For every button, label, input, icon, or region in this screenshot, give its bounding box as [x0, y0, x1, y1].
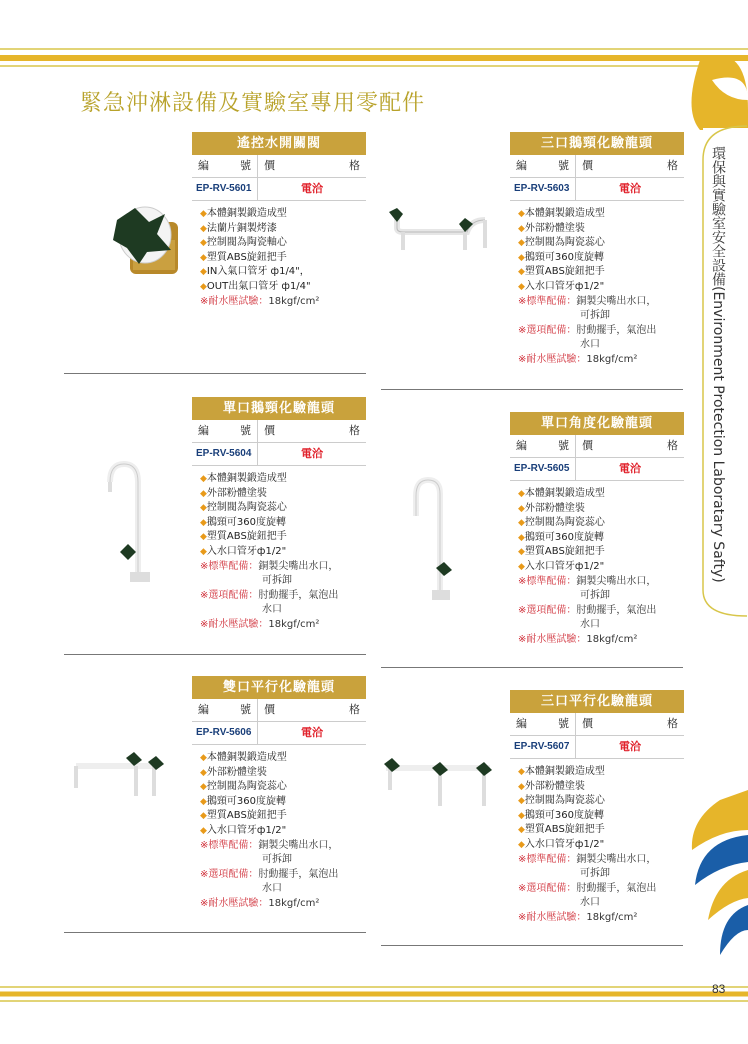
feature-text: 鵝頸可360度旋轉: [206, 516, 287, 528]
feature-item: [200, 222, 366, 237]
note-item: [200, 868, 366, 883]
feature-text: 外部粉體塗裝: [206, 487, 267, 499]
single-gooseneck-faucet-image: [100, 460, 160, 586]
note-item: [200, 589, 366, 604]
feature-item: [518, 809, 684, 824]
header-price-2: 格: [667, 439, 678, 452]
product-price: 電洽: [619, 462, 641, 475]
product-card-5604: [192, 397, 366, 633]
diamond-bullet-icon: ◆: [518, 209, 525, 219]
product-title: 單口角度化驗龍頭: [510, 412, 684, 435]
corner-decoration: [680, 790, 748, 980]
feature-text: 鵝頸可360度旋轉: [524, 531, 605, 543]
feature-text: 控制閥為陶瓷蕊心: [206, 502, 287, 514]
feature-item: [200, 824, 366, 839]
table-row: [510, 178, 684, 201]
feature-text: 塑質ABS旋鈕把手: [524, 824, 605, 836]
product-code: EP-RV-5601: [192, 178, 258, 200]
header-price-1: 價: [264, 703, 275, 716]
header-price-1: 價: [582, 439, 593, 452]
feature-text: OUT出氣口管牙 ф1/4": [206, 280, 311, 292]
feature-item: [518, 765, 684, 780]
feature-text: 鵝頸可360度旋轉: [206, 795, 287, 807]
header-code-2: 號: [240, 159, 251, 172]
product-card-5603: [510, 132, 684, 368]
note-text: 18kgf/cm²: [586, 911, 638, 923]
feature-item: [518, 222, 684, 237]
note-label: ※選項配備：: [518, 604, 577, 616]
product-price: 電洽: [301, 447, 323, 460]
feature-text: 塑質ABS旋鈕把手: [206, 531, 287, 543]
feature-item: [518, 265, 684, 280]
feature-text: 入水口管牙ф1/2": [524, 280, 605, 292]
diamond-bullet-icon: ◆: [518, 489, 525, 499]
feature-text: 入水口管牙ф1/2": [524, 560, 605, 572]
product-price: 電洽: [301, 726, 323, 739]
feature-text: 本體銅製鍛造成型: [524, 766, 605, 777]
note-text: 肘動擺手，氣泡出: [576, 324, 657, 336]
sidebar-text: 環保與實驗室安全設備(Environment Protection Laboratary Safty): [710, 146, 726, 583]
header-price-2: 格: [349, 424, 360, 437]
feature-item: [200, 545, 366, 560]
feature-text: 本體銅製鍛造成型: [206, 208, 287, 219]
diamond-bullet-icon: ◆: [518, 781, 525, 792]
product-price: 電洽: [301, 182, 323, 195]
note-label: ※選項配備：: [200, 589, 259, 601]
note-cont-text: 水口: [262, 883, 282, 895]
header-price-2: 格: [667, 717, 678, 730]
header-price-1: 價: [264, 159, 275, 172]
note-text: 銅製尖嘴出水口，: [258, 839, 339, 851]
note-label: ※選項配備：: [200, 868, 259, 880]
diamond-bullet-icon: ◆: [200, 488, 207, 499]
feature-item: [518, 560, 684, 575]
feature-item: [200, 265, 366, 280]
separator: [64, 932, 366, 933]
header-code-2: 號: [558, 159, 569, 172]
feature-text: 入水口管牙ф1/2": [206, 824, 287, 836]
header-price-1: 價: [264, 424, 275, 437]
feature-item: [518, 531, 684, 546]
note-label: ※耐水壓試驗：: [518, 633, 587, 645]
table-row: [192, 178, 366, 201]
diamond-bullet-icon: ◆: [518, 267, 525, 278]
header-code-1: 編: [198, 703, 209, 716]
note-text: 銅製尖嘴出水口，: [576, 575, 657, 587]
feature-text: 外部粉體塗裝: [206, 766, 267, 778]
feature-text: 入水口管牙ф1/2": [524, 838, 605, 850]
note-continuation: [200, 853, 366, 868]
feature-item: [518, 794, 684, 809]
note-item: [518, 853, 684, 868]
note-continuation: [518, 867, 684, 882]
note-cont-text: 水口: [580, 339, 600, 351]
note-cont-text: 水口: [580, 619, 600, 631]
note-continuation: [200, 574, 366, 589]
table-row: [192, 722, 366, 745]
note-text: 肘動擺手，氣泡出: [576, 882, 657, 894]
feature-text: IN入氣口管牙 ф1/4"，: [206, 266, 310, 278]
table-row: [510, 736, 684, 759]
separator: [64, 373, 366, 374]
note-label: ※選項配備：: [518, 324, 577, 336]
diamond-bullet-icon: ◆: [518, 518, 525, 529]
note-label: ※標準配備：: [518, 295, 577, 307]
note-text: 肘動擺手，氣泡出: [258, 589, 339, 601]
feature-text: 控制閥為陶瓷蕊心: [206, 781, 287, 793]
feature-list: [518, 487, 684, 648]
feature-text: 鵝頸可360度旋轉: [524, 251, 605, 263]
table-header: [192, 699, 366, 722]
product-card-5607: [510, 690, 684, 926]
note-label: ※耐水壓試驗：: [200, 618, 269, 630]
feature-item: [518, 236, 684, 251]
note-item: [200, 839, 366, 854]
note-continuation: [518, 896, 684, 911]
product-code: EP-RV-5604: [192, 443, 258, 465]
feature-item: [200, 501, 366, 516]
diamond-bullet-icon: ◆: [518, 767, 525, 777]
product-code: EP-RV-5603: [510, 178, 576, 200]
feature-item: [200, 236, 366, 251]
note-cont-text: 可拆卸: [580, 868, 610, 880]
product-title: 遙控水開關閥: [192, 132, 366, 155]
product-code: EP-RV-5606: [192, 722, 258, 744]
feature-text: 外部粉體塗裝: [524, 222, 585, 234]
note-text: 18kgf/cm²: [586, 633, 638, 645]
header-price-1: 價: [582, 159, 593, 172]
feature-text: 控制閥為陶瓷蕊心: [524, 237, 605, 249]
feature-item: [518, 838, 684, 853]
diamond-bullet-icon: ◆: [200, 474, 207, 484]
feature-item: [200, 795, 366, 810]
feature-item: [200, 516, 366, 531]
table-row: [510, 458, 684, 481]
diamond-bullet-icon: ◆: [518, 825, 525, 836]
feature-text: 本體銅製鍛造成型: [206, 752, 287, 763]
note-label: ※選項配備：: [518, 882, 577, 894]
feature-item: [518, 545, 684, 560]
note-continuation: [518, 309, 684, 324]
note-label: ※耐水壓試驗：: [518, 911, 587, 923]
page-title: 緊急沖淋設備及實驗室專用零配件: [80, 91, 426, 116]
diamond-bullet-icon: ◆: [518, 839, 525, 850]
table-row: [192, 443, 366, 466]
diamond-bullet-icon: ◆: [200, 209, 207, 219]
feature-item: [518, 487, 684, 502]
feature-item: [200, 280, 366, 295]
product-title: 三口平行化驗龍頭: [510, 690, 684, 713]
note-cont-text: 可拆卸: [580, 310, 610, 322]
diamond-bullet-icon: ◆: [200, 532, 207, 543]
note-item: [518, 882, 684, 897]
note-item: [518, 575, 684, 590]
diamond-bullet-icon: ◆: [200, 517, 207, 528]
feature-item: [518, 280, 684, 295]
header-code-2: 號: [240, 703, 251, 716]
diamond-bullet-icon: ◆: [518, 796, 525, 807]
feature-list: [518, 765, 684, 926]
note-continuation: [518, 338, 684, 353]
note-text: 銅製尖嘴出水口，: [576, 853, 657, 865]
feature-text: 塑質ABS旋鈕把手: [206, 251, 287, 263]
separator: [381, 667, 683, 668]
diamond-bullet-icon: ◆: [518, 810, 525, 821]
diamond-bullet-icon: ◆: [518, 252, 525, 263]
product-card-5601: [192, 132, 366, 309]
note-item: [518, 295, 684, 310]
feature-text: 外部粉體塗裝: [524, 502, 585, 514]
header-code-2: 號: [558, 439, 569, 452]
product-card-5606: [192, 676, 366, 912]
note-label: ※標準配備：: [200, 560, 259, 572]
feature-item: [518, 516, 684, 531]
table-header: [192, 155, 366, 178]
note-text: 18kgf/cm²: [586, 353, 638, 365]
note-item: [200, 560, 366, 575]
note-label: ※標準配備：: [518, 853, 577, 865]
header-price-2: 格: [667, 159, 678, 172]
feature-list: [200, 207, 366, 309]
feature-item: [518, 207, 684, 222]
diamond-bullet-icon: ◆: [518, 238, 525, 249]
three-parallel-faucet-image: [380, 756, 500, 812]
header-code-1: 編: [516, 717, 527, 730]
diamond-bullet-icon: ◆: [518, 547, 525, 558]
feature-item: [200, 530, 366, 545]
note-text: 18kgf/cm²: [268, 618, 320, 630]
separator: [64, 654, 366, 655]
note-label: ※耐水壓試驗：: [518, 353, 587, 365]
feature-text: 外部粉體塗裝: [524, 780, 585, 792]
diamond-bullet-icon: ◆: [518, 281, 525, 292]
product-card-5605: [510, 412, 684, 648]
feature-text: 塑質ABS旋鈕把手: [524, 546, 605, 558]
note-item: [518, 604, 684, 619]
feature-text: 入水口管牙ф1/2": [206, 545, 287, 557]
double-parallel-faucet-image: [68, 748, 176, 800]
note-cont-text: 水口: [580, 897, 600, 909]
diamond-bullet-icon: ◆: [200, 753, 207, 763]
feature-item: [518, 502, 684, 517]
note-item: [518, 911, 684, 926]
feature-item: [518, 780, 684, 795]
diamond-bullet-icon: ◆: [518, 223, 525, 234]
diamond-bullet-icon: ◆: [200, 252, 207, 263]
separator: [381, 389, 683, 390]
note-item: [200, 618, 366, 633]
header-code-1: 編: [516, 159, 527, 172]
note-continuation: [518, 618, 684, 633]
product-price: 電洽: [619, 182, 641, 195]
note-text: 銅製尖嘴出水口，: [258, 560, 339, 572]
note-item: [200, 897, 366, 912]
feature-text: 控制閥為陶瓷軸心: [206, 237, 287, 249]
header-code-2: 號: [558, 717, 569, 730]
note-text: 18kgf/cm²: [268, 897, 320, 909]
note-cont-text: 可拆卸: [262, 575, 292, 587]
bottom-decoration: [0, 985, 748, 1015]
note-label: ※耐水壓試驗：: [200, 295, 269, 307]
feature-text: 本體銅製鍛造成型: [524, 208, 605, 219]
product-title: 三口鵝頸化驗龍頭: [510, 132, 684, 155]
note-label: ※標準配備：: [200, 839, 259, 851]
diamond-bullet-icon: ◆: [200, 782, 207, 793]
header-price-2: 格: [349, 703, 360, 716]
feature-text: 控制閥為陶瓷蕊心: [524, 795, 605, 807]
note-text: 銅製尖嘴出水口，: [576, 295, 657, 307]
diamond-bullet-icon: ◆: [200, 796, 207, 807]
three-way-faucet-image: [385, 206, 501, 254]
table-header: [510, 435, 684, 458]
feature-list: [200, 472, 366, 633]
note-label: ※耐水壓試驗：: [200, 897, 269, 909]
note-item: [518, 633, 684, 648]
diamond-bullet-icon: ◆: [200, 267, 207, 278]
feature-item: [200, 251, 366, 266]
diamond-bullet-icon: ◆: [200, 238, 207, 249]
product-title: 單口鵝頸化驗龍頭: [192, 397, 366, 420]
feature-text: 法蘭片銅製烤漆: [206, 222, 277, 234]
note-item: [200, 295, 366, 310]
feature-item: [200, 207, 366, 222]
header-code-1: 編: [198, 424, 209, 437]
table-header: [510, 713, 684, 736]
header-code-2: 號: [240, 424, 251, 437]
feature-item: [200, 472, 366, 487]
product-price: 電洽: [619, 740, 641, 753]
header-price-1: 價: [582, 717, 593, 730]
feature-list: [200, 751, 366, 912]
diamond-bullet-icon: ◆: [200, 767, 207, 778]
feature-item: [200, 487, 366, 502]
feature-text: 塑質ABS旋鈕把手: [206, 810, 287, 822]
product-title: 雙口平行化驗龍頭: [192, 676, 366, 699]
note-text: 肘動擺手，氣泡出: [258, 868, 339, 880]
feature-text: 控制閥為陶瓷蕊心: [524, 517, 605, 529]
note-cont-text: 可拆卸: [262, 854, 292, 866]
diamond-bullet-icon: ◆: [200, 223, 207, 234]
note-text: 18kgf/cm²: [268, 295, 320, 307]
feature-text: 鵝頸可360度旋轉: [524, 809, 605, 821]
feature-text: 塑質ABS旋鈕把手: [524, 266, 605, 278]
separator: [381, 945, 683, 946]
note-cont-text: 可拆卸: [580, 590, 610, 602]
feature-item: [200, 780, 366, 795]
feature-list: [518, 207, 684, 368]
diamond-bullet-icon: ◆: [200, 546, 207, 557]
header-code-1: 編: [516, 439, 527, 452]
sidebar-border: [683, 120, 748, 620]
note-item: [518, 324, 684, 339]
feature-item: [200, 751, 366, 766]
product-code: EP-RV-5605: [510, 458, 576, 480]
table-header: [192, 420, 366, 443]
note-item: [518, 353, 684, 368]
header-code-1: 編: [198, 159, 209, 172]
note-continuation: [518, 589, 684, 604]
note-text: 肘動擺手，氣泡出: [576, 604, 657, 616]
diamond-bullet-icon: ◆: [518, 532, 525, 543]
note-label: ※標準配備：: [518, 575, 577, 587]
remote-valve-image: [105, 200, 185, 280]
diamond-bullet-icon: ◆: [200, 503, 207, 514]
diamond-bullet-icon: ◆: [518, 503, 525, 514]
diamond-bullet-icon: ◆: [200, 281, 207, 292]
product-code: EP-RV-5607: [510, 736, 576, 758]
note-continuation: [200, 603, 366, 618]
page-number: 83: [712, 982, 726, 996]
feature-text: 本體銅製鍛造成型: [206, 473, 287, 484]
single-angle-faucet-image: [410, 476, 460, 606]
feature-text: 本體銅製鍛造成型: [524, 488, 605, 499]
diamond-bullet-icon: ◆: [200, 811, 207, 822]
note-cont-text: 水口: [262, 604, 282, 616]
note-continuation: [200, 882, 366, 897]
diamond-bullet-icon: ◆: [518, 561, 525, 572]
feature-item: [518, 823, 684, 838]
feature-item: [200, 809, 366, 824]
table-header: [510, 155, 684, 178]
feature-item: [200, 766, 366, 781]
header-price-2: 格: [349, 159, 360, 172]
diamond-bullet-icon: ◆: [200, 825, 207, 836]
feature-item: [518, 251, 684, 266]
